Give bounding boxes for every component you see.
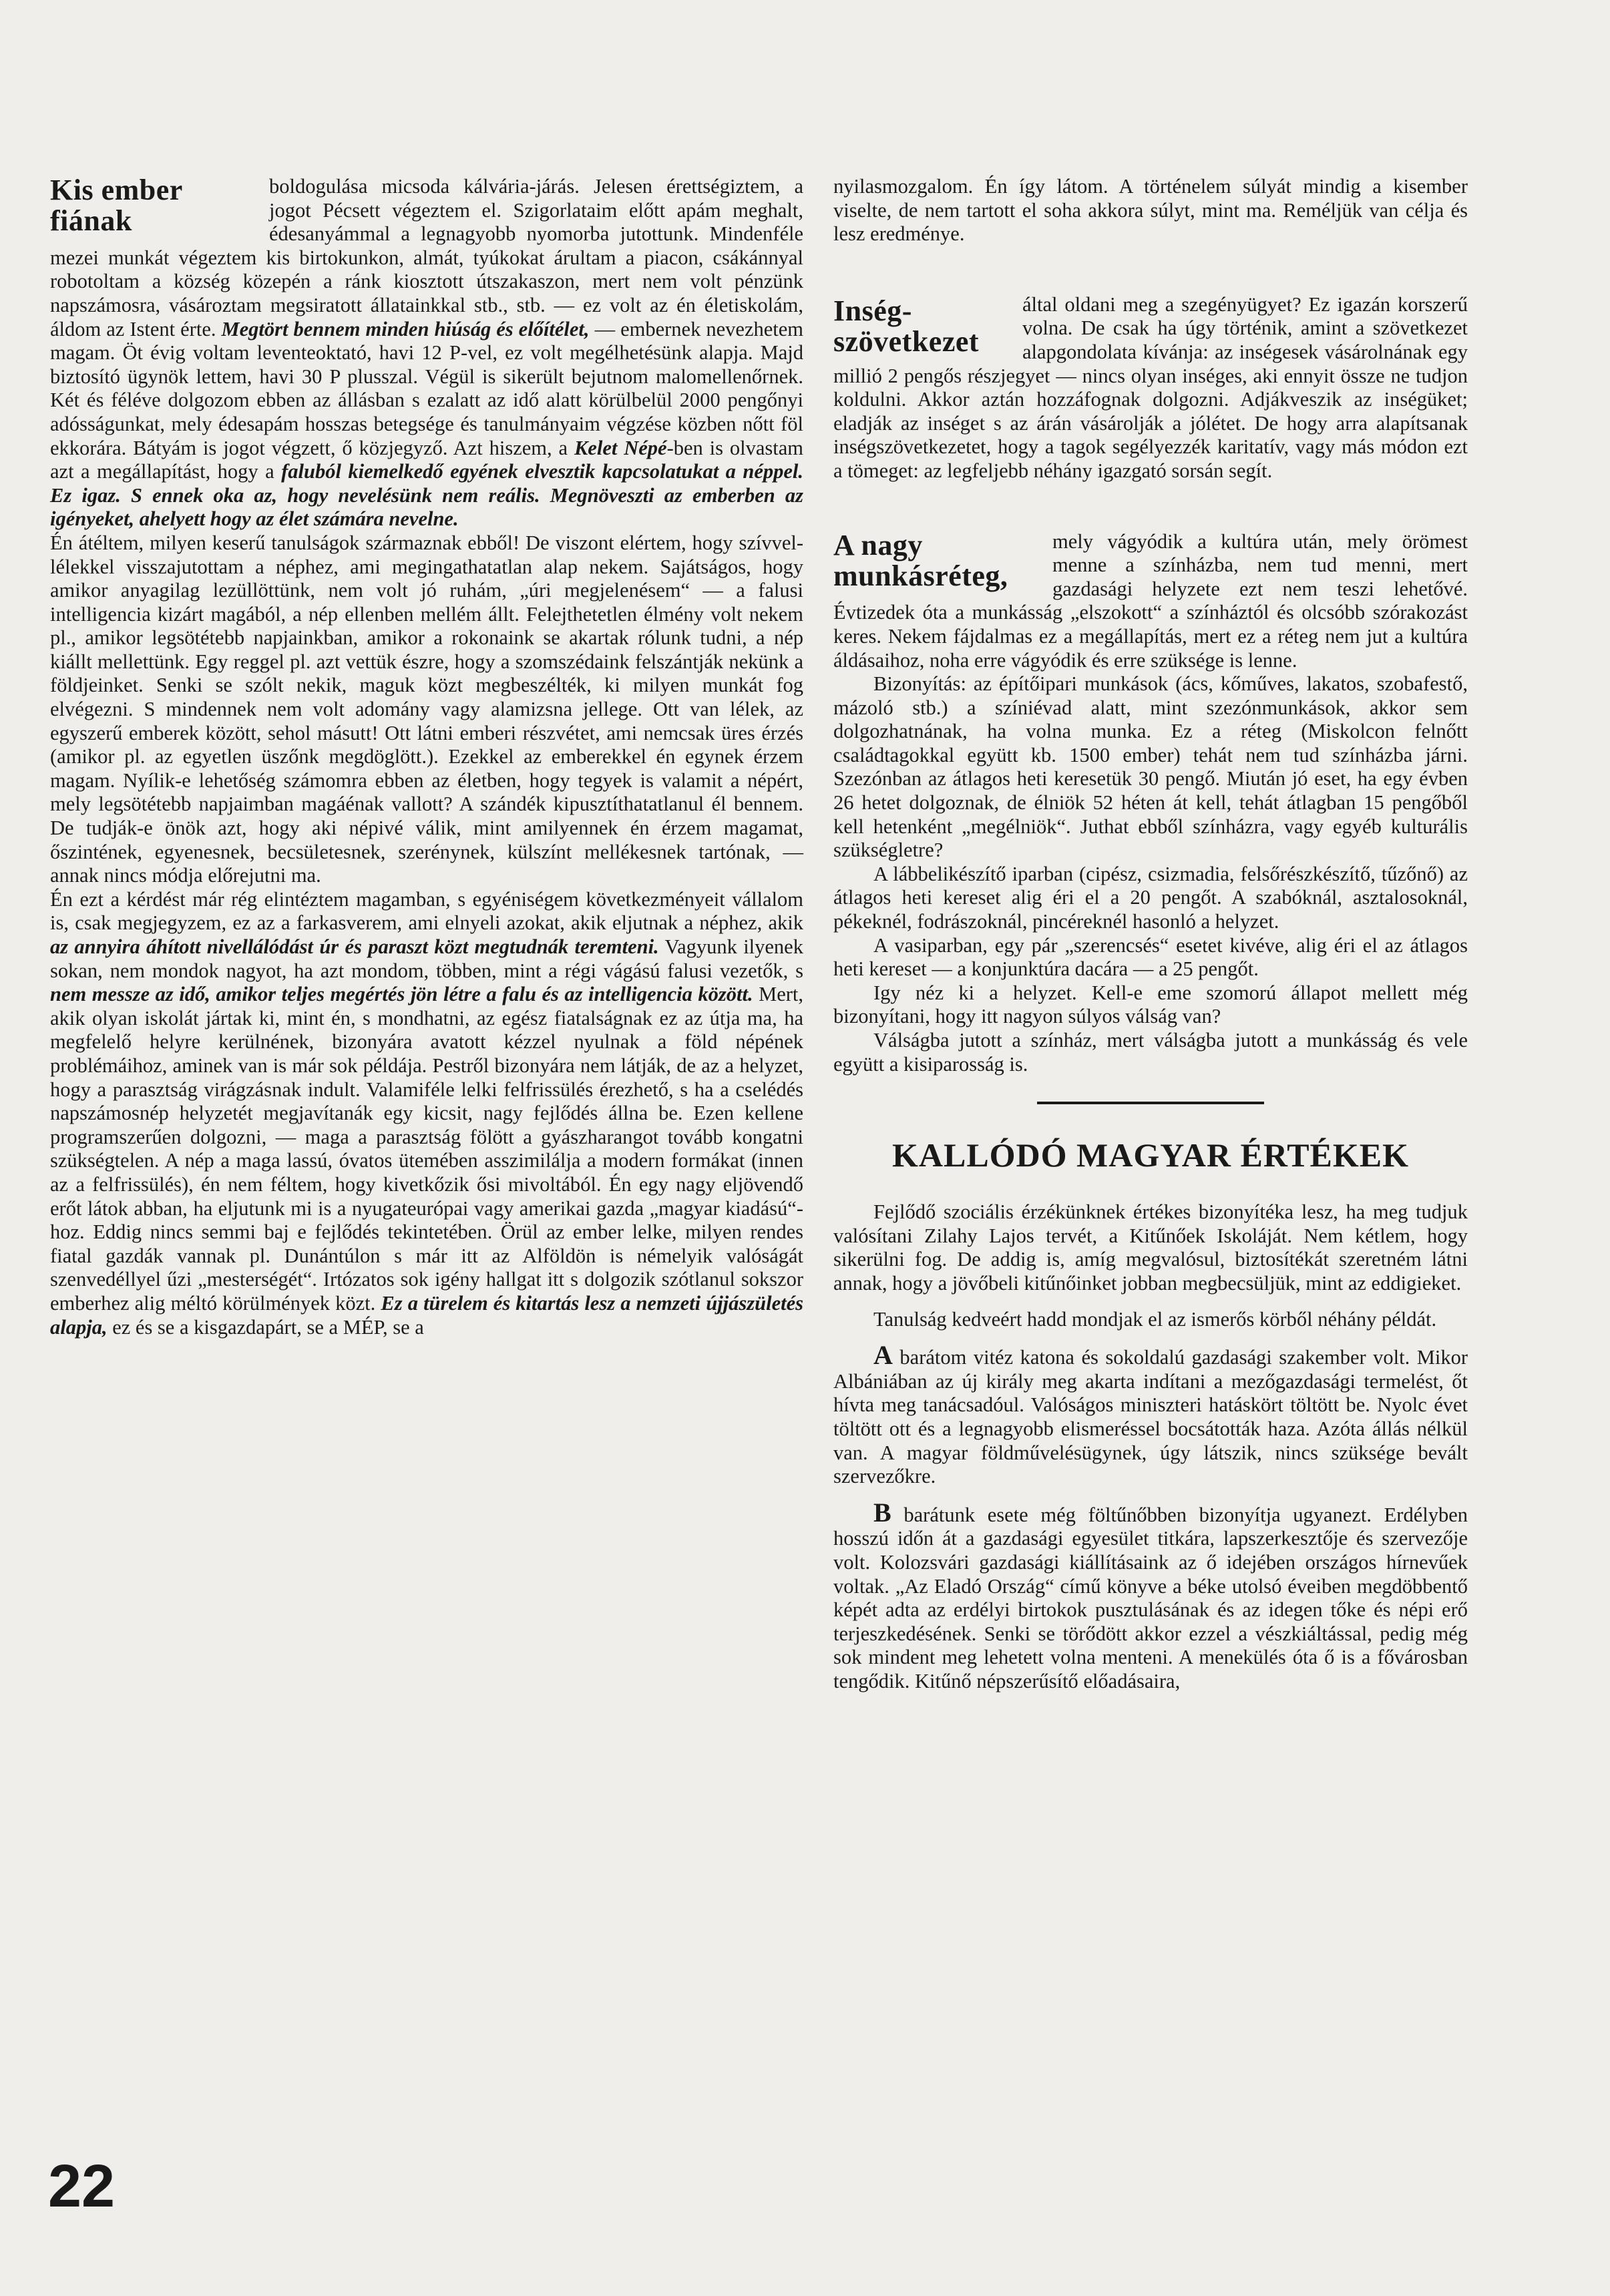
paragraph: nyilasmozgalom. Én így látom. A történelem súlyát mindig a kisember viselte, de nem tartott el soha akkora súlyt, mint ma. Reméljük van célja és lesz eredménye. [833,175,1468,246]
paragraph: Tanulság kedveért hadd mondjak el az ismerős körből néhány példát. [873,1307,1437,1331]
paragraph: Bizonyítás: az építőipari munkások (ács, kőműves, lakatos, szobafestő, mázoló stb.) a színiévad alatt, mint szezónmunkások, akkor sem dolgozhatnának, ha volna munka. Ez a réteg (Miskolcon felnőtt családtagokkal együtt kb. 1500 ember) tehát nem tud színházba járni. Szezónban az átlagos heti keresetük 30 pengő. Miután jó eset, ha egy évben 26 hetet dolgoznak, de élniök 52 héten át kell, tehát átlagban 15 pengőből kell hetenként „megélniök“. Juthat ebből színházra, vagy egyéb kulturális szükségletre? [833,672,1468,862]
side-heading-munkasreteg [833,530,1034,592]
paragraph: által oldani meg a szegényügyet? Ez igazán korszerű volna. De csak ha úgy történik, amint a szövetkezet alapgondolata kívánja: az inségesek vásárolnának egy millió 2 pengős részjegyet — nincs olyan inséges, aki ennyit össze ne tudjon koldulni. Akkor aztán hozzáfognak dolgozni. Adjákveszik az inségüket; eladják az inséget s az árán vásárolják a jólétet. De hogy arra alapítsanak inségszövetkezetet, hogy a tagok segélyezzék karitatív, vagy más módon ezt a tömeget: az legfeljebb néhány igazgató sorsán segít. [833,292,1468,482]
side-heading-line: munkásréteg, [833,559,1008,592]
paragraph: Én ezt a kérdést már rég elintéztem magamban, s egyéniségem következményeit vállalom is, csak megjegyzem, ez az a farkasverem, ami elnyeli azokat, akik eljutnak a néphez, akik az annyira áhított nivellálódást úr és paraszt közt megtudnák teremteni. Vagyunk ilyenek sokan, nem mondok nagyot, ha azt mondom, többen, mint a régi vágású falusi vezetők, s nem messze az idő, amikor teljes megértés jön létre a falu és az intelligencia között. Mert, akik olyan iskolát jártak ki, mint én, s mondhatni, az egész fiatalságnak ez az útja ma, ha megfelelő helyre kerülnének, bizonyára avatott kézzel nyulnak a föld népének problémáihoz, aminek van is már sok példája. Pestről bizonyára nem látják, de az a helyzet, hogy a parasztság virágzásnak indult. Valamiféle lelki felfrissülés érezhető, s ha a cselédés napszámosnép helyzetét megjavítanák egy kicsit, nagy fejlődés állna be. Ezen kellene programszerűen dolgozni, — maga a parasztság fölött a gyászharangot tovább kongatni szükségtelen. A nép a maga lassú, óvatos ütemében asszimilálja a modern formákat (innen az a felfrissülés), én nem féltem, hogy kivetkőzik ősi mivoltából. Én egy nagy eljövendő erőt látok abban, ha eljutunk mi is a nyugateurópai vagy amerikai gazda „magyar kiadású“-hoz. Eddig nincs semmi baj e fejlődés tekintetében. Örül az ember lelke, milyen rendes fiatal gazdák vannak pl. Dunántúlon s már itt az Alföldön is némelyik valóságát szenvedéllyel űzi „mesterségét“. Irtózatos sok igény hallgat itt s dolgozik szótlanul sokszor emberhez alig méltó körülmények közt. Ez a türelem és kitartás lesz a nemzeti újjászületés alapja, ez és se a kisgazdapárt, se a MÉP, se a [50,887,804,1339]
paragraph: Én átéltem, milyen keserű tanulságok származnak ebből! De viszont elértem, hogy szívvel-lélekkel visszajutottam a néphez, ami megingathatatlan alap nekem. Sajátságos, hogy amikor anyagilag lezüllöttünk, nem volt jó ruhám, „úri megjelenésem“ — a falusi intelligencia kizárt magából, a nép ellenben mellém állt. Felejthetetlen élmény volt nekem pl., amikor legsötétebb napjainkban, amikor a rokonaink se akartak rólunk tudni, a nép kiállt mellettünk. Egy reggel pl. azt vettük észre, hogy a szomszédaink felszántják nekünk a földjeinket. Senki se szólt nekik, maguk közt megbeszélték, ki milyen munkát fog elvégezni. S mindennek nem volt adomány vagy alamizsna jellege. Ott van lélek, az egyszerű emberek között, sehol másutt! Ott látni emberi részvétet, ami nemcsak üres érzés (amikor pl. az egyetlen üszőnk megdöglött.). Ezekkel az emberekkel én egynek érzem magam. Nyílik-e lehetőség számomra ebben az életben, hogy tegyek is valamit a népért, mely legsötétebb napjaimban magáénak vallott? A szándék kipusztíthatatlanul él bennem. De tudják-e önök azt, hogy aki népivé válik, mint amilyennek én érzem magamat, őszintének, egyenesnek, becsületesnek, szerénynek, külszínt mellékesnek tartónak, — annak nincs módja előrejutni ma. [50,531,803,887]
section-divider [1037,1102,1264,1104]
page-number: 22 [48,2153,116,2220]
paragraph: B barátunk esete még föltűnőbben bizonyítja ugyanezt. Erdélyben hosszú időn át a gazdasági egyesület titkára, lapszerkesztője és szervezője volt. Kolozsvári gazdasági kiállításaink az ő idejében országos hírnevűek voltak. „Az Eladó Ország“ című könyve a béke utolsó éveiben megdöbbentő képét adta az erdélyi birtokok pusztulásának és az idegen tőke és népi erő terjeszkedésének. Senki se törődött akkor ezzel a vészkiáltással, pedig még sok mindent meg lehetett volna menteni. A menekülés óta ő is a fővárosban tengődik. Kitűnő népszerűsítő előadásaira, [833,1497,1468,1692]
paragraph: Válságba jutott a színház, mert válságba jutott a munkásság és vele együtt a kisiparosság is. [833,1029,1468,1076]
section-title: KALLÓDÓ MAGYAR ÉRTÉKEK [891,1136,1410,1174]
paragraph: A barátom vitéz katona és sokoldalú gazdasági szakember volt. Mikor Albániában az új király meg akarta indítani a mezőgazdasági termelést, őt hívta meg tanácsadóul. Valóságos miniszteri hatáskört töltött be. Nyolc évet töltött ott és a legnagyobb elismeréssel bocsátották haza. Azóta állás nélkül van. A magyar földművelésügynek, úgy látszik, nincs szüksége bevált szervezőkre. [833,1340,1468,1488]
side-heading-line: A nagy [833,528,923,561]
paragraph: Fejlődő szociális érzékünknek értékes bizonyítéka lesz, ha meg tudjuk valósítani Zilahy Lajos tervét, a Kitűnőek Iskoláját. Nem kétlem, hogy sikerülni fog. De addig is, amíg megvalósul, biztosítékát szeretném látni annak, hogy a jövőbeli kitűnőinket jobban megbecsüljük, mint az eddigieket. [833,1200,1468,1295]
side-heading-line: fiának [50,204,132,237]
paragraph: boldogulása micsoda kálvária-járás. Jelesen érettségiztem, a jogot Pécsett végeztem el. Szigorlataim előtt apám meghalt, édesanyámmal a legnagyobb nyomorba jutottunk. Mindenféle mezei munkát végeztem kis birtokunkon, almát, tyúkokat árultam a piacon, csákánnyal robotoltam a község közepén a ránk kiosztott útszakaszon, mert nem volt pénzünk napszámosra, vásároztam megsiratott állatainkkal stb., stb. — ez volt az én életiskolám, áldom az Istent érte. Megtört bennem minden hiúság és előítélet, — embernek nevezhetem magam. Öt évig voltam leventeoktató, havi 12 P-vel, ez volt megélhetésünk alapja. Majd biztosító ügynök lettem, havi 30 P plusszal. Végül is sikerült bejutnom malomellenőrnek. Két és féléve dolgozom ebben az állásban s ezalatt az idő alatt körülbelül 2000 pengőnyi adósságunkat, mely édesapám hosszas betegsége és tanulmányaim végzése közben nőtt föl ekkorára. Bátyám is jogot végzett, ő közjegyző. Azt hiszem, a Kelet Népé-ben is olvastam azt a megállapítást, hogy a faluból kiemelkedő egyének elvesztik kapcsolatukat a néppel. Ez igaz. S ennek oka az, hogy nevelésünk nem reális. Megnöveszti az emberben az igényeket, ahelyett hogy az élet számára nevelne. [50,175,804,531]
paragraph: A vasiparban, egy pár „szerencsés“ esetet kivéve, alig éri el az átlagos heti kereset — a konjunktúra dacára — a 25 pengőt. [833,933,1468,981]
side-heading-kis-ember [50,175,250,236]
initial-letter: B [873,1497,891,1528]
paragraph: mely vágyódik a kultúra után, mely örömest menne a színházba, nem tud menni, mert gazdasági helyzete ezt nem teszi lehetővé. Évtizedek óta a munkásság „elszokott“ a színháztól és olcsóbb szórakozást keres. Nekem fájdalmas ez a megállapítás, mert ez a réteg nem jut a kultúra áldásaihoz, noha erre vágyódik és erre szüksége is lenne. [833,529,1468,672]
side-heading-insegszovetkezet [833,296,1004,357]
paragraph: Igy néz ki a helyzet. Kell-e eme szomorú állapot mellett még bizonyítani, hogy itt nagyon súlyos válság van? [833,981,1468,1028]
side-heading-line: Kis ember [50,174,183,206]
side-heading-line: szövetkezet [833,324,980,358]
right-column [833,175,1468,1693]
initial-letter: A [873,1340,893,1371]
left-column [50,175,803,1339]
side-heading-line: Inség- [833,294,912,327]
paragraph: A lábbelikészítő iparban (cipész, csizmadia, felsőrészkészítő, tűzőnő) az átlagos heti kereset alig éri el a 20 pengőt. A szabóknál, asztalosoknál, pékeknél, fodrászoknál, pincéreknél hasonló a helyzet. [833,862,1468,933]
